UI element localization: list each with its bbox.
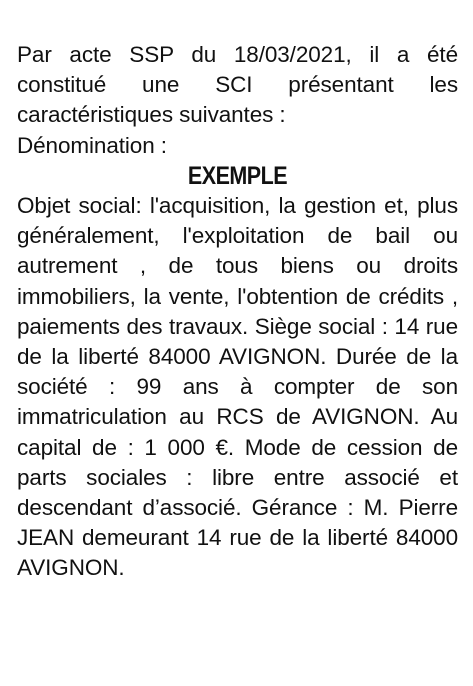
- notice-intro: Par acte SSP du 18/03/2021, il a été constitué une SCI présentant les caractéristiques suivantes :: [17, 42, 458, 128]
- legal-notice: [17, 40, 458, 584]
- denomination-label: Dénomination :: [17, 132, 167, 158]
- notice-body: Objet social: l'acquisition, la gestion et, plus généralement, l'exploitation de bail ou autrement , de tous biens ou droits immobiliers, la vente, l'obtention de crédits , paiements des travaux. Siège social : 14 rue de la liberté 84000 AVIGNON. Durée de la société : 99 ans à compter de son immatriculation au RCS de AVIGNON. Au capital de : 1 000 €. Mode de cession de parts sociales : libre entre associé et descendant d’associé. Gérance : M. Pierre JEAN demeurant 14 rue de la liberté 84000 AVIGNON.: [17, 193, 458, 581]
- company-name: EXEMPLE: [187, 161, 288, 190]
